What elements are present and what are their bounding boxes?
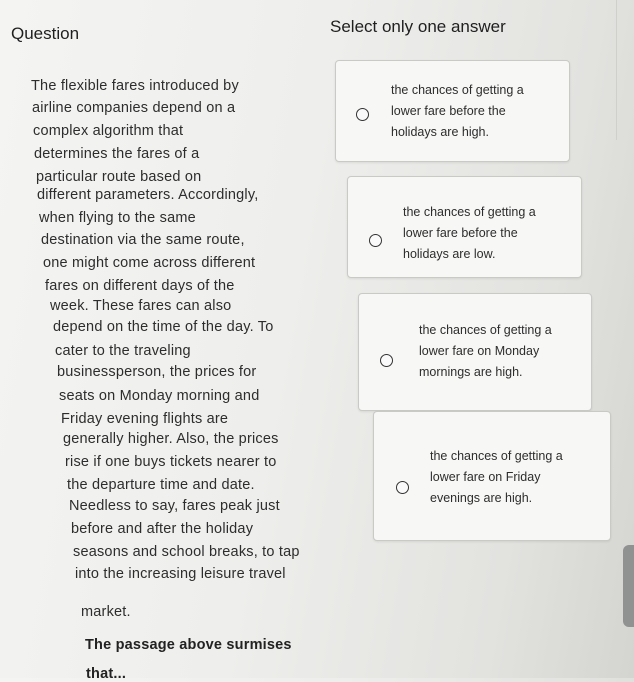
passage-line: businessperson, the prices for [57,364,257,380]
passage-line: when flying to the same [39,210,196,226]
passage-line: The flexible fares introduced by [31,78,239,94]
option-text: lower fare on Friday [430,470,541,484]
option-text: evenings are high. [430,491,533,505]
option-text: holidays are low. [403,247,496,261]
question-heading: Question [11,24,80,43]
answer-option-3[interactable] [358,293,592,411]
passage-line: fares on different days of the [45,278,235,294]
option-text: holidays are high. [391,125,489,139]
answer-instruction: Select only one answer [330,17,506,36]
option-text: the chances of getting a [391,83,524,97]
passage-line: Friday evening flights are [61,411,229,427]
option-text: the chances of getting a [403,205,536,219]
question-prompt: The passage above surmises [85,637,292,653]
option-text: the chances of getting a [419,323,552,337]
radio-button[interactable] [380,354,393,367]
passage-line: Needless to say, fares peak just [69,498,280,514]
passage-line: seasons and school breaks, to tap [73,544,300,560]
passage-line: determines the fares of a [34,146,200,162]
passage-line: different parameters. Accordingly, [37,187,259,203]
passage-line: week. These fares can also [50,298,232,314]
option-text: mornings are high. [419,365,523,379]
passage-line: before and after the holiday [71,521,254,537]
radio-button[interactable] [369,234,382,247]
option-text: lower fare before the [403,226,518,240]
answer-option-4[interactable] [373,411,611,541]
passage-line: generally higher. Also, the prices [63,431,279,447]
passage-line: seats on Monday morning and [59,388,260,404]
passage-line: into the increasing leisure travel [75,566,286,582]
passage-line: one might come across different [43,255,256,271]
passage-line: particular route based on [36,169,202,185]
passage-line: cater to the traveling [55,343,191,359]
passage-line: market. [81,604,131,620]
answer-option-1[interactable] [335,60,570,162]
passage-line: rise if one buys tickets nearer to [65,454,277,470]
option-text: lower fare before the [391,104,506,118]
side-scroll-tab[interactable] [623,545,634,627]
option-text: the chances of getting a [430,449,563,463]
passage-line: complex algorithm that [33,123,184,139]
passage-line: airline companies depend on a [32,100,236,116]
answer-option-2[interactable] [347,176,582,278]
radio-button[interactable] [396,481,409,494]
passage-line: destination via the same route, [41,232,245,248]
option-text: lower fare on Monday [419,344,540,358]
panel-divider [616,0,617,140]
radio-button[interactable] [356,108,369,121]
passage-line: the departure time and date. [67,477,255,493]
question-prompt: that... [86,666,127,682]
passage-line: depend on the time of the day. To [53,319,274,335]
